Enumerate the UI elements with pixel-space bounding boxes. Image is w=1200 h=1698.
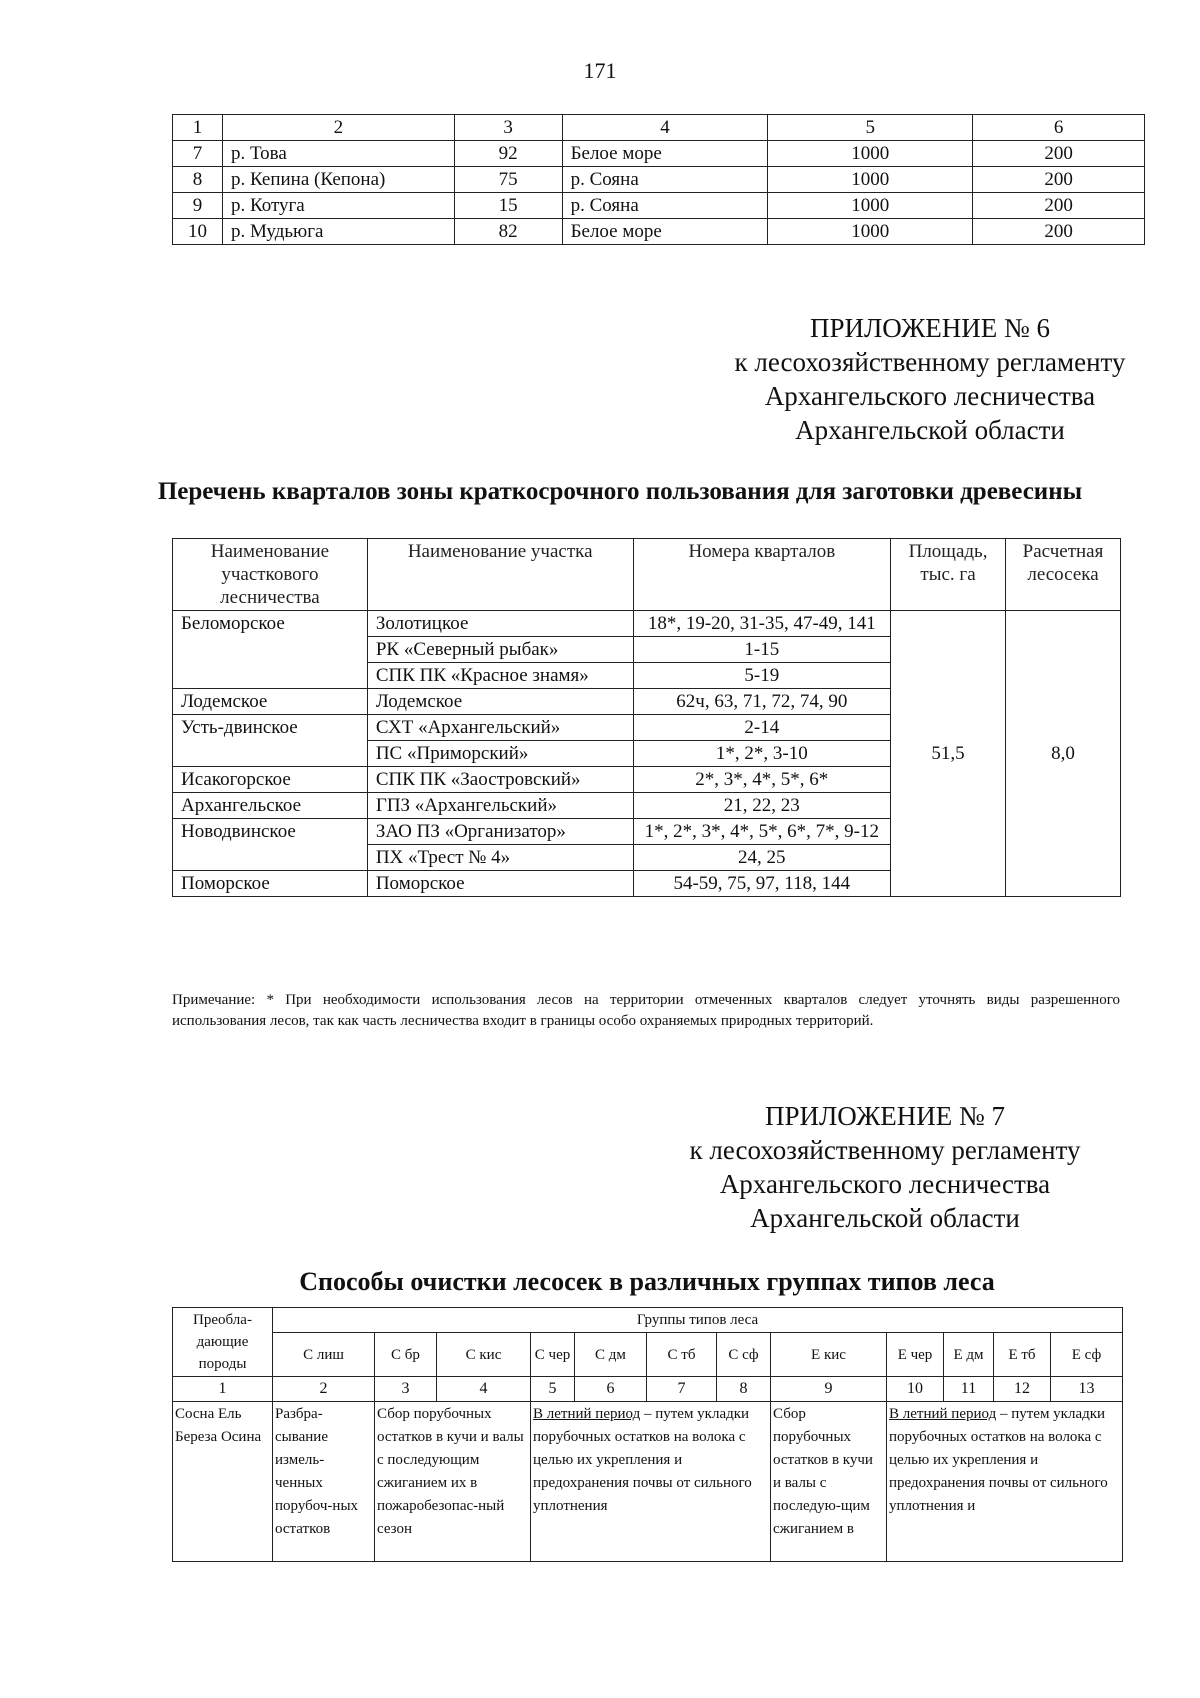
table-cell: 200 <box>973 219 1145 245</box>
table-cell: р. Това <box>222 141 454 167</box>
site-cell: РК «Северный рыбак» <box>367 637 633 663</box>
table1-header-cell: 5 <box>768 115 973 141</box>
table-cell: 9 <box>173 193 223 219</box>
table-cell: 1000 <box>768 141 973 167</box>
forestry-cell: Лодемское <box>173 689 368 715</box>
table-cell: 200 <box>973 141 1145 167</box>
table-row <box>173 193 1145 219</box>
appendix-7-line3: Архангельского лесничества <box>719 1169 1051 1199</box>
appendix-6-line2: к лесохозяйственному регламенту <box>734 347 1126 377</box>
site-cell: ГПЗ «Архангельский» <box>367 793 633 819</box>
forest-group-header: Е тб <box>994 1333 1051 1377</box>
table-cell: 92 <box>454 141 562 167</box>
method-summer-spruce <box>887 1402 1123 1562</box>
quarters-cell: 5-19 <box>633 663 891 689</box>
table-cell: 200 <box>973 193 1145 219</box>
method-br-kis: Сбор порубочных остатков в кучи и валы с последующим сжиганием их в пожаробезопас-ный сезон <box>375 1402 531 1562</box>
appendix-7-number: ПРИЛОЖЕНИЕ № 7 <box>764 1101 1006 1131</box>
column-number: 8 <box>717 1377 771 1402</box>
column-number: 7 <box>647 1377 717 1402</box>
quarters-cell: 18*, 19-20, 31-35, 47-49, 141 <box>633 611 891 637</box>
table-note: Примечание: * При необходимости использования лесов на территории отмеченных кварталов следует уточнять виды разрешенного использования лесов, так как часть лесничества входит в границы особо охраняемых природных территорий. <box>172 992 1120 1029</box>
header-species: Преобла-дающие породы <box>173 1308 273 1377</box>
appendix-7-line4: Архангельской области <box>750 1203 1020 1233</box>
site-cell: ЗАО ПЗ «Организатор» <box>367 819 633 845</box>
forestry-cell: Беломорское <box>173 611 368 689</box>
table-cell: р. Мудьюга <box>222 219 454 245</box>
header-forest-groups: Группы типов леса <box>273 1308 1123 1333</box>
summer-text-1: – путем укладки порубочных остатков на волока с целью их укрепления и предохранения почвы от сильного уплотнения <box>533 1406 752 1514</box>
forestry-cell: Архангельское <box>173 793 368 819</box>
quarters-cell: 1*, 2*, 3-10 <box>633 741 891 767</box>
column-number: 10 <box>887 1377 944 1402</box>
quarters-list-title: Перечень кварталов зоны краткосрочного пользования для заготовки древесины <box>157 478 1083 505</box>
forestry-cell: Поморское <box>173 871 368 897</box>
forest-group-header: С сф <box>717 1333 771 1377</box>
quarters-cell: 2*, 3*, 4*, 5*, 6* <box>633 767 891 793</box>
quarters-cell: 24, 25 <box>633 845 891 871</box>
table-cell: 75 <box>454 167 562 193</box>
table-cell: 7 <box>173 141 223 167</box>
table-row <box>173 611 1121 637</box>
column-number: 3 <box>375 1377 437 1402</box>
quarters-cell: 1*, 2*, 3*, 4*, 5*, 6*, 7*, 9-12 <box>633 819 891 845</box>
table-row <box>173 219 1145 245</box>
table-cell: р. Котуга <box>222 193 454 219</box>
appendix-7-line2: к лесохозяйственному регламенту <box>689 1135 1081 1165</box>
site-cell: Лодемское <box>367 689 633 715</box>
method-e-kis: Сбор порубочных остатков в кучи и валы с последую-щим сжиганием в <box>771 1402 887 1562</box>
column-number: 4 <box>437 1377 531 1402</box>
cut-cell: 8,0 <box>1006 611 1121 897</box>
appendix-6-number: ПРИЛОЖЕНИЕ № 6 <box>809 313 1051 343</box>
page-number: 171 <box>583 58 617 83</box>
column-number: 13 <box>1051 1377 1123 1402</box>
forest-group-header: Е сф <box>1051 1333 1123 1377</box>
forest-group-header: С тб <box>647 1333 717 1377</box>
quarters-table <box>172 538 1121 897</box>
appendix-6-line3: Архангельского лесничества <box>764 381 1096 411</box>
summer-text-2: – путем укладки порубочных остатков на волока с целью их укрепления и предохранения почвы от сильного уплотнения и <box>889 1406 1108 1514</box>
table-cell: Белое море <box>562 141 768 167</box>
table-cell: р. Кепина (Кепона) <box>222 167 454 193</box>
column-number: 12 <box>994 1377 1051 1402</box>
table-cell: 82 <box>454 219 562 245</box>
site-cell: Поморское <box>367 871 633 897</box>
table-cell: 200 <box>973 167 1145 193</box>
table-cell: Белое море <box>562 219 768 245</box>
appendix-6-line4: Архангельской области <box>795 415 1065 445</box>
header-forestry: Наименование участкового лесничества <box>173 539 368 611</box>
quarters-cell: 2-14 <box>633 715 891 741</box>
site-cell: СПК ПК «Красное знамя» <box>367 663 633 689</box>
forest-group-header: Е дм <box>944 1333 994 1377</box>
area-cell: 51,5 <box>891 611 1006 897</box>
site-cell: ПХ «Трест № 4» <box>367 845 633 871</box>
forest-group-header: Е чер <box>887 1333 944 1377</box>
site-cell: ПС «Приморский» <box>367 741 633 767</box>
forest-group-header: Е кис <box>771 1333 887 1377</box>
column-number: 6 <box>575 1377 647 1402</box>
column-number: 2 <box>273 1377 375 1402</box>
summer-period-label-2: В летний период <box>889 1406 997 1422</box>
table-cell: р. Сояна <box>562 167 768 193</box>
table1-header-cell: 3 <box>454 115 562 141</box>
quarters-cell: 62ч, 63, 71, 72, 74, 90 <box>633 689 891 715</box>
table-cell: 1000 <box>768 219 973 245</box>
column-number: 5 <box>531 1377 575 1402</box>
table1-header-cell: 4 <box>562 115 768 141</box>
method-summer-pine <box>531 1402 771 1562</box>
table1-header-cell: 6 <box>973 115 1145 141</box>
method-lish: Разбра-сывание измель-ченных порубоч-ных остатков <box>273 1402 375 1562</box>
header-area: Площадь, тыс. га <box>891 539 1006 611</box>
forest-group-header: С кис <box>437 1333 531 1377</box>
header-site: Наименование участка <box>367 539 633 611</box>
column-number: 1 <box>173 1377 273 1402</box>
table-row <box>173 167 1145 193</box>
forest-group-header: С бр <box>375 1333 437 1377</box>
cleaning-methods-title: Способы очистки лесосек в различных группах типов леса <box>299 1267 995 1296</box>
forest-group-header: С лиш <box>273 1333 375 1377</box>
table1-header-cell: 2 <box>222 115 454 141</box>
forestry-cell: Усть-двинское <box>173 715 368 767</box>
forest-group-header: С дм <box>575 1333 647 1377</box>
table-cell: 8 <box>173 167 223 193</box>
table-cell: 10 <box>173 219 223 245</box>
forestry-cell: Исакогорское <box>173 767 368 793</box>
header-cut: Расчетная лесосека <box>1006 539 1121 611</box>
site-cell: СПК ПК «Заостровский» <box>367 767 633 793</box>
forestry-cell: Новодвинское <box>173 819 368 871</box>
table-cell: р. Сояна <box>562 193 768 219</box>
quarters-cell: 21, 22, 23 <box>633 793 891 819</box>
summer-period-label-1: В летний период <box>533 1406 641 1422</box>
forest-group-header: С чер <box>531 1333 575 1377</box>
column-number: 9 <box>771 1377 887 1402</box>
table1-header-cell: 1 <box>173 115 223 141</box>
table-cell: 1000 <box>768 167 973 193</box>
table-row <box>173 141 1145 167</box>
table1-header-row <box>173 115 1145 141</box>
table-cell: 1000 <box>768 193 973 219</box>
header-quarters: Номера кварталов <box>633 539 891 611</box>
species-cell: Сосна Ель Береза Осина <box>173 1402 273 1562</box>
quarters-cell: 1-15 <box>633 637 891 663</box>
cleaning-methods-table <box>172 1307 1123 1562</box>
site-cell: Золотицкое <box>367 611 633 637</box>
table-cell: 15 <box>454 193 562 219</box>
rivers-table <box>172 114 1145 245</box>
column-number: 11 <box>944 1377 994 1402</box>
quarters-cell: 54-59, 75, 97, 118, 144 <box>633 871 891 897</box>
site-cell: СХТ «Архангельский» <box>367 715 633 741</box>
